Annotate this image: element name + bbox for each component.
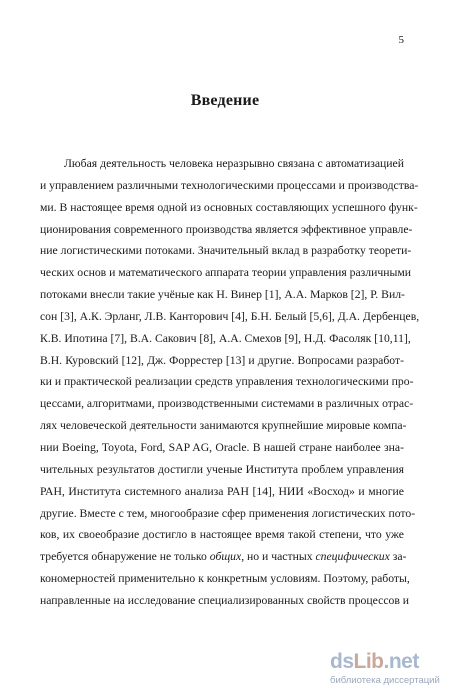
page-number: 5 <box>398 34 404 46</box>
text-line: нии Boeing, Toyota, Ford, SAP AG, Oracle. В нашей стране наиболее зна- <box>40 440 404 454</box>
text-line: ков, их своеобразие достигло в настоящее время такой степени, что уже <box>40 528 404 542</box>
text-line: чительных результатов достигли ученые Института проблем управления <box>40 462 404 476</box>
emphasis: общих <box>209 550 242 564</box>
text-line: РАН, Института системного анализа РАН [14], НИИ «Восход» и многие <box>40 484 404 498</box>
watermark-logo-part: .net <box>383 650 419 673</box>
text-line: требуется обнаружение не только общих, но и частных специфических за- <box>40 550 407 564</box>
text-line: ческих основ и математического аппарата теории управления различными <box>40 266 412 280</box>
text-line: лях человеческой деятельности занимаются крупнейшие мировые компа- <box>40 419 407 433</box>
text-line: другие. Вместе с тем, многообразие сфер применения логистических пото- <box>40 506 416 520</box>
body-paragraph <box>40 153 420 612</box>
text-line: ки и практической реализации средств управления технологическими про- <box>40 375 414 389</box>
emphasis: специфических <box>315 550 390 564</box>
section-heading: Введение <box>190 92 260 109</box>
watermark <box>330 650 444 692</box>
text-line: и управлением различными технологическими процессами и производства- <box>40 178 419 192</box>
watermark-subtitle: библиотека диссертаций <box>330 675 440 686</box>
text-line: К.В. Ипотина [7], В.А. Сакович [8], А.А. Смехов [9], Н.Д. Фасоляк [10,11], <box>40 331 411 345</box>
text-line: кономерностей применительно к конкретным условиям. Поэтому, работы, <box>40 572 410 586</box>
text-line: цессами, алгоритмами, производственными системами в различных отрас- <box>40 397 414 411</box>
text-line: потоками внесли такие учёные как Н. Винер [1], А.А. Марков [2], Р. Вил- <box>40 288 405 302</box>
text-line: направленные на исследование специализированных свойств процессов и <box>40 593 410 607</box>
text-line: ми. В настоящее время одной из основных составляющих успешного функ- <box>40 200 418 214</box>
watermark-logo-part: ds <box>330 650 354 673</box>
watermark-logo-part: Lib <box>353 650 384 673</box>
text-line: ционирования современного производства является эффективное управле- <box>40 222 413 236</box>
text-line: ние логистическими потоками. Значительный вклад в разработку теорети- <box>40 244 412 258</box>
text-line: Любая деятельность человека неразрывно связана с автоматизацией <box>64 157 404 170</box>
text-line: сон [3], А.К. Эрланг, Л.В. Канторович [4], Б.Н. Белый [5,6], Д.А. Дербенцев, <box>40 309 420 323</box>
watermark-logo <box>330 650 419 674</box>
text-line: В.Н. Куровский [12], Дж. Форрестер [13] и другие. Вопросами разработ- <box>40 353 404 367</box>
